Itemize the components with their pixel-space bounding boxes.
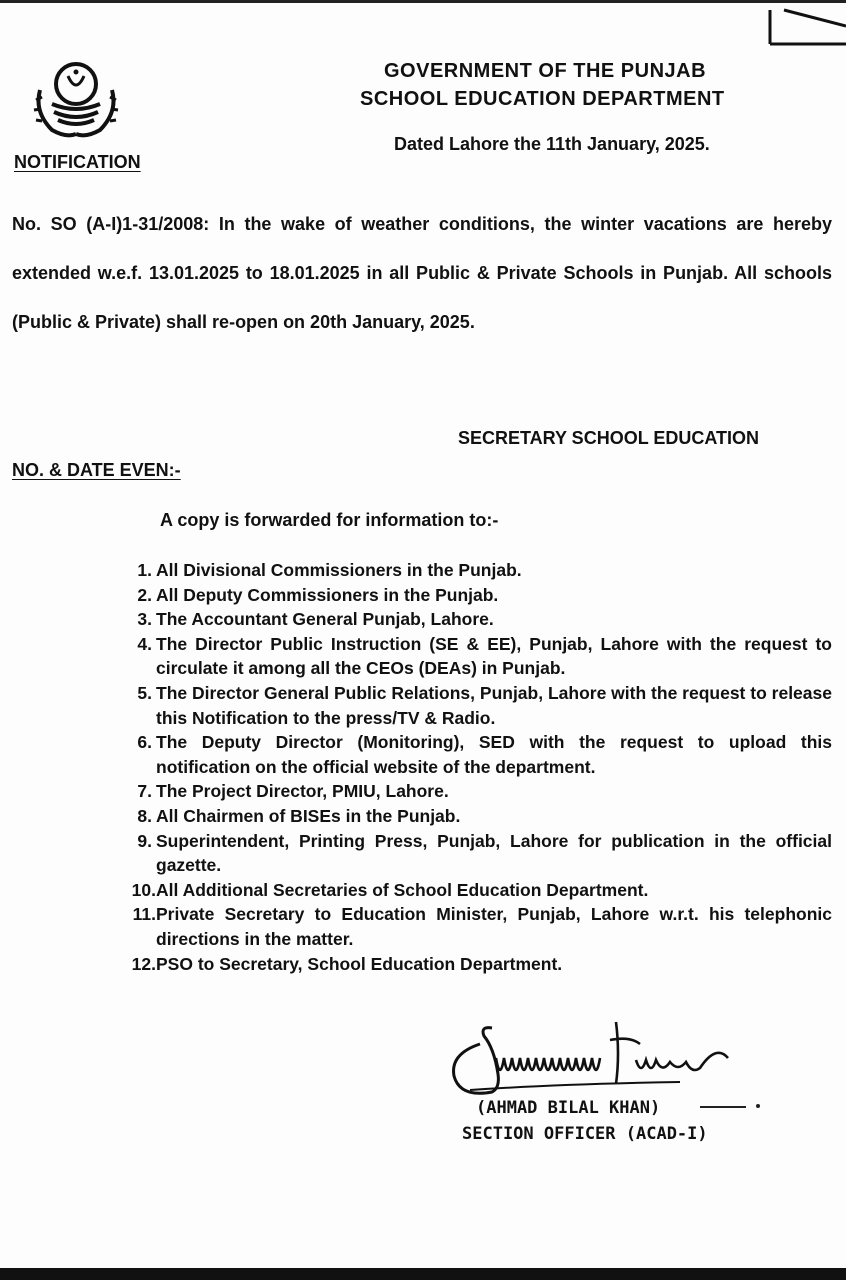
list-item-text: Private Secretary to Education Minister, Punjab, Lahore w.r.t. his telephonic directions in the matter. bbox=[156, 904, 832, 949]
list-item-text: The Accountant General Punjab, Lahore. bbox=[156, 609, 494, 630]
list-item bbox=[112, 681, 832, 730]
list-item-text: All Additional Secretaries of School Education Department. bbox=[156, 879, 649, 900]
notification-body bbox=[12, 200, 832, 347]
list-item-number: 1. bbox=[137, 560, 152, 580]
punjab-government-emblem-icon bbox=[30, 60, 122, 140]
list-item-text: All Deputy Commissioners in the Punjab. bbox=[156, 584, 499, 605]
list-item bbox=[112, 952, 832, 977]
list-item bbox=[112, 730, 832, 779]
notification-heading: NOTIFICATION bbox=[14, 152, 141, 172]
list-item bbox=[112, 583, 832, 608]
signatory-name: (AHMAD BILAL KHAN) bbox=[476, 1098, 661, 1118]
signature-dot bbox=[756, 1104, 760, 1108]
list-item-number: 3. bbox=[137, 609, 152, 630]
list-item-number: 6. bbox=[137, 732, 152, 753]
list-item-text: All Chairmen of BISEs in the Punjab. bbox=[156, 805, 461, 826]
list-item-number: 7. bbox=[137, 781, 152, 802]
list-item-number: 10. bbox=[131, 879, 156, 900]
list-item bbox=[112, 902, 832, 951]
list-item bbox=[112, 779, 832, 804]
handwritten-signature-icon bbox=[440, 1014, 740, 1104]
department-title: SCHOOL EDUCATION DEPARTMENT bbox=[360, 88, 725, 110]
government-title: GOVERNMENT OF THE PUNJAB bbox=[384, 60, 707, 82]
scan-top-edge bbox=[0, 0, 846, 3]
corner-bracket-mark bbox=[762, 8, 846, 48]
list-item-text: The Director Public Instruction (SE & EE), Punjab, Lahore with the request to circulate it among all the CEOs (DEAs) in Punjab. bbox=[156, 633, 832, 679]
list-item-text: The Director General Public Relations, Punjab, Lahore with the request to release this Notification to the press/TV & Radio. bbox=[156, 682, 832, 728]
list-item-number: 9. bbox=[137, 830, 152, 851]
list-item bbox=[112, 558, 832, 583]
list-item bbox=[112, 804, 832, 829]
list-item-text: All Divisional Commissioners in the Punjab. bbox=[156, 560, 522, 580]
list-item-number: 4. bbox=[137, 633, 152, 654]
notification-text: In the wake of weather conditions, the winter vacations are hereby extended w.e.f. 13.01.2025 to 18.01.2025 in all Public & Private Schools in Punjab. All schools (Public & Private) shall re-open on 20th January, 2025. bbox=[12, 214, 832, 332]
list-item-number: 11. bbox=[132, 904, 156, 925]
distribution-heading: NO. & DATE EVEN:- bbox=[12, 460, 181, 480]
list-item-text: The Project Director, PMIU, Lahore. bbox=[156, 781, 449, 802]
scan-bottom-edge bbox=[0, 1268, 846, 1280]
list-item-number: 12. bbox=[131, 953, 156, 974]
list-item-text: Superintendent, Printing Press, Punjab, Lahore for publication in the official gazette. bbox=[156, 830, 832, 876]
list-item-number: 2. bbox=[137, 584, 152, 605]
distribution-list bbox=[112, 558, 832, 976]
issuer-designation: SECRETARY SCHOOL EDUCATION bbox=[458, 428, 760, 448]
signature-dash bbox=[700, 1106, 746, 1108]
notification-reference: No. SO (A-I)1-31/2008: bbox=[12, 214, 210, 234]
list-item-number: 5. bbox=[137, 682, 152, 703]
list-item bbox=[112, 607, 832, 632]
list-item bbox=[112, 632, 832, 681]
list-item bbox=[112, 829, 832, 878]
list-item bbox=[112, 878, 832, 903]
issue-date: Dated Lahore the 11th January, 2025. bbox=[394, 134, 710, 154]
distribution-intro: A copy is forwarded for information to:- bbox=[160, 510, 499, 530]
list-item-text: PSO to Secretary, School Education Department. bbox=[156, 953, 563, 974]
list-item-text: The Deputy Director (Monitoring), SED with the request to upload this notification on the official website of the department. bbox=[156, 732, 832, 777]
signatory-title: SECTION OFFICER (ACAD-I) bbox=[462, 1124, 708, 1144]
list-item-number: 8. bbox=[137, 805, 152, 826]
